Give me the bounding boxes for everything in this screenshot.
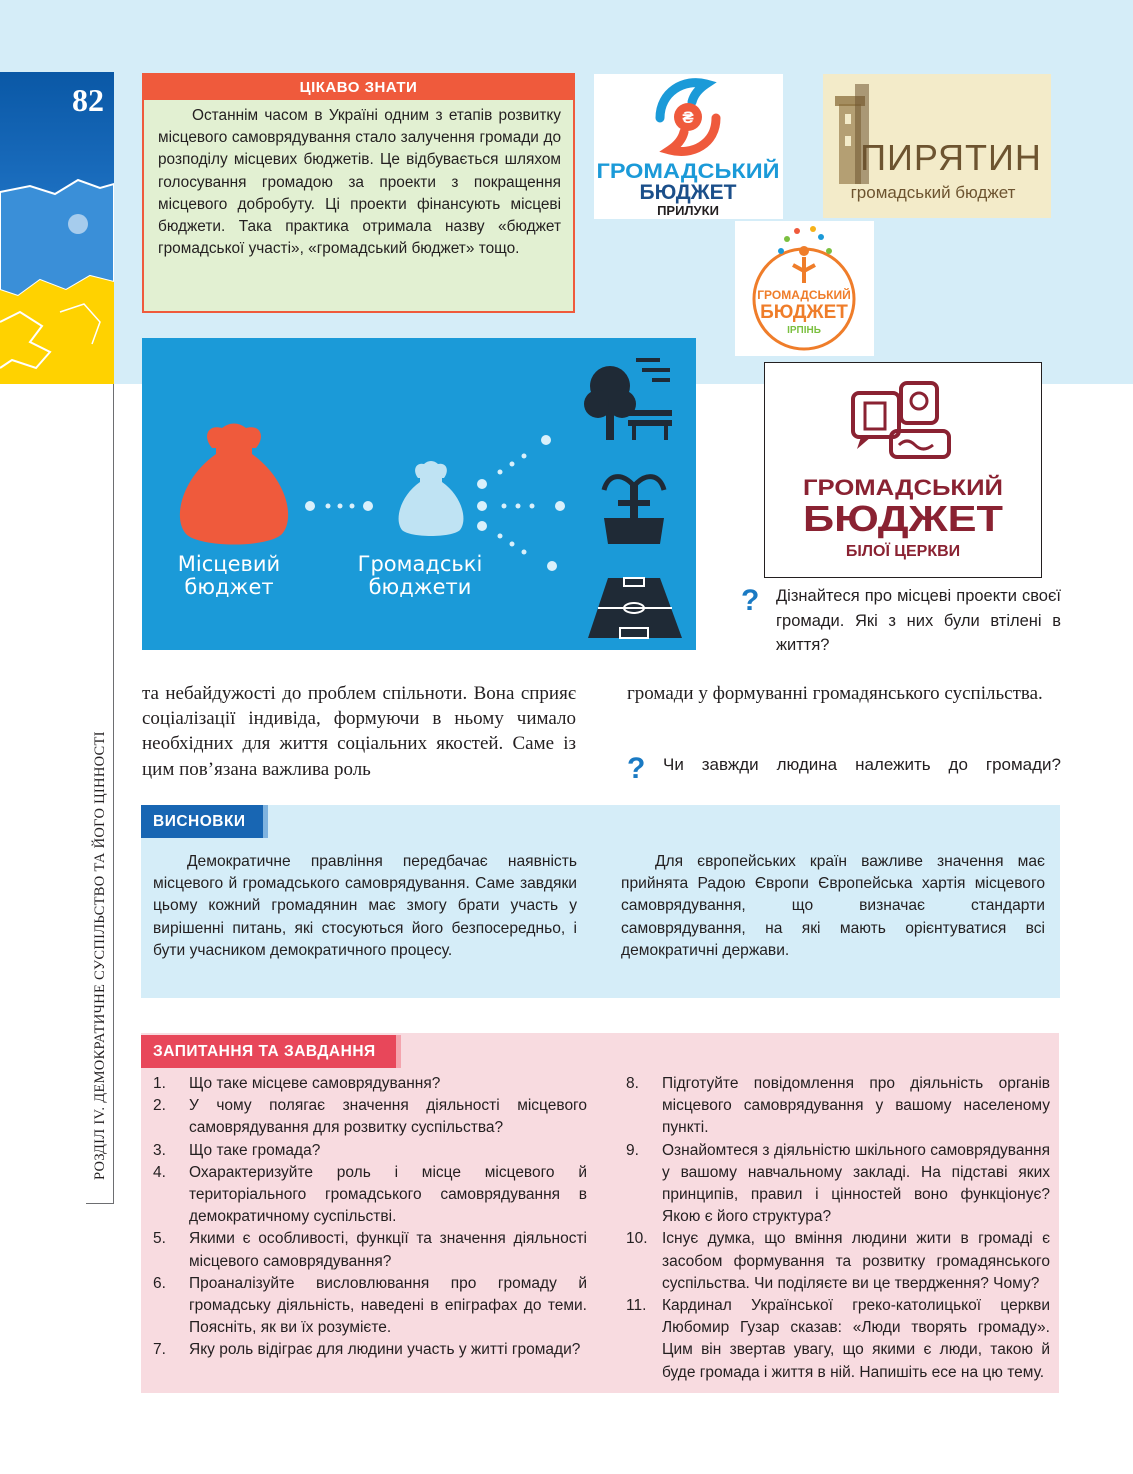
task-number: 3. [153, 1141, 166, 1159]
public-budgets-label-2: бюджети [368, 575, 472, 599]
logo-irpin-line3: ІРПІНЬ [787, 325, 821, 336]
questions-tasks-box [141, 1033, 1059, 1393]
task-number: 2. [153, 1097, 166, 1115]
task-item [153, 1095, 587, 1139]
task-text: Існує думка, що вміння людини жити в громаді є засобом формування та розвитку громадянського суспільства. Чи поділяєте ви це твердження? Чому? [662, 1230, 1050, 1292]
local-budget-label-1: Місцевий [177, 552, 281, 576]
task-item [626, 1228, 1050, 1295]
question-mark-icon: ? [627, 752, 646, 785]
side-rule-tick [86, 1203, 114, 1204]
conclusions-text-right: Для європейських країн важливе значення має прийнята Радою Європи Європейська хартія місцевого самоврядування, що визначає стандарти самоврядування, на які мають орієнтуватися всі демократичні держави. [621, 853, 1045, 959]
did-you-know-text: Останнім часом в Україні одним з етапів розвитку місцевого самоврядування стало залучення громади до розподілу місцевих бюджетів. Це відбувається шляхом голосування громадою за проекти з покращення місцевого добробуту. Ці проекти фінансують місцеві бюджети. Така практика отримала назву «бюджет громадської участі», «громадський бюджет» тощо. [158, 107, 561, 258]
conclusions-title: ВИСНОВКИ [141, 805, 263, 838]
logo-pryluky-line3: ПРИЛУКИ [657, 203, 719, 218]
task-item [626, 1295, 1050, 1384]
task-number: 5. [153, 1230, 166, 1248]
body-text-left: та небайдужості до проблем спільноти. Вона сприяє соціалізації індивіда, формуючи в ньому чимало необхідних для життя соціальних якостей. Саме із цим пов’язана важлива роль [142, 683, 576, 780]
task-text: Що таке місцеве самоврядування? [189, 1075, 441, 1092]
logo-irpin-line1: ГРОМАДСЬКИЙ [757, 288, 851, 302]
task-number: 4. [153, 1163, 166, 1181]
task-number: 10. [626, 1230, 648, 1248]
task-item [153, 1162, 587, 1229]
logo-bc-line1: ГРОМАДСЬКИЙ [803, 475, 1003, 500]
task-item [153, 1339, 587, 1361]
task-text: Проаналізуйте висловлювання про громаду й громадську діяльність, наведені в епіграфах до теми. Поясніть, як ви їх розумієте. [189, 1274, 587, 1337]
task-text: Якими є особливості, функції та значення діяльності місцевого самоврядування? [189, 1230, 587, 1270]
logo-pryluky-line1: ГРОМАДСЬКИЙ [596, 160, 761, 183]
task-list-right [626, 1073, 1050, 1384]
task-text: Підготуйте повідомлення про діяльність органів місцевого самоврядування у вашому населеному пункті. [662, 1075, 1050, 1137]
side-question-text: Дізнайтеся про місцеві проекти своєї громади. Які з них були втілені в життя? [776, 587, 1061, 654]
money-bag-large-icon [180, 424, 288, 545]
task-item [626, 1140, 1050, 1229]
logo-pyriatyn [823, 74, 1051, 218]
local-budget-label-2: бюджет [184, 575, 274, 599]
task-number: 9. [626, 1141, 639, 1159]
task-number: 6. [153, 1274, 166, 1292]
did-you-know-title: ЦІКАВО ЗНАТИ [144, 75, 573, 100]
task-text: Що таке громада? [189, 1141, 321, 1159]
task-number: 7. [153, 1341, 166, 1359]
community-question-text: Чи завжди людина належить до громади? [663, 755, 1061, 774]
conclusions-text-left: Демократичне правління передбачає наявність місцевого й громадського самоврядування. Саме завдяки цьому кожний громадянин має змогу брати участь у вирішенні питань, які стосуються його безпосередньо, і бути учасником демократичного процесу. [153, 853, 577, 959]
task-number: 11. [626, 1297, 647, 1315]
task-number: 1. [153, 1075, 166, 1092]
logo-irpin-line2: БЮДЖЕТ [760, 302, 848, 323]
question-mark-icon: ? [741, 584, 760, 617]
task-text: У чому полягає значення діяльності місцевого самоврядування для розвитку суспільства? [189, 1097, 587, 1137]
logo-bc-line3: БІЛОЇ ЦЕРКВИ [845, 543, 961, 560]
task-item [153, 1140, 587, 1162]
logo-bila-tserkva [764, 362, 1042, 578]
task-item [626, 1073, 1050, 1140]
speech-bubbles-icon [765, 363, 1041, 577]
task-number: 8. [626, 1075, 639, 1092]
task-text: Охарактеризуйте роль і місце місцевого й територіального громадського самоврядування в демократичному суспільстві. [189, 1163, 587, 1226]
task-item [153, 1228, 587, 1272]
body-text-right: громади у формуванні громадянського суспільства. [627, 683, 1043, 704]
logo-pyriatyn-line2: громадський бюджет [850, 183, 1016, 202]
questions-tasks-title: ЗАПИТАННЯ ТА ЗАВДАННЯ [141, 1035, 396, 1068]
logo-pryluky [594, 74, 783, 219]
section-caption: РОЗДІЛ IV. ДЕМОКРАТИЧНЕ СУСПІЛЬСТВО ТА ЙОГО ЦІННОСТІ [92, 731, 108, 1180]
task-text: Кардинал Української греко-католицької церкви Любомир Гузар сказав: «Люди творять громаду». Цим він звертав увагу, що якими є люди, такою й буде громада і життя в ній. Напишіть есе на цю тему. [662, 1297, 1050, 1381]
football-field-icon [588, 578, 682, 638]
public-budgets-label-1: Громадські [357, 552, 483, 576]
task-list-left [153, 1073, 587, 1362]
side-rule [113, 384, 114, 1204]
money-bag-small-icon [399, 461, 464, 536]
tree-bench-icon [584, 358, 672, 440]
ukraine-flag-map-icon [0, 172, 114, 384]
tree-person-icon [735, 221, 874, 356]
task-item [153, 1073, 587, 1095]
budget-infographic [142, 338, 696, 650]
logo-pryluky-line2: БЮДЖЕТ [639, 181, 737, 204]
page-number: 82 [72, 82, 104, 118]
task-item [153, 1273, 587, 1340]
logo-irpin [735, 221, 874, 356]
logo-bc-line2: БЮДЖЕТ [803, 498, 1004, 539]
conclusions-box [141, 805, 1060, 998]
tower-icon [823, 74, 1051, 218]
hands-coin-icon [594, 74, 783, 219]
task-text: Яку роль відіграє для людини участь у житті громади? [189, 1341, 581, 1359]
did-you-know-box [142, 73, 575, 313]
task-text: Ознайомтеся з діяльністю шкільного самоврядування у вашому навчальному закладі. На підставі яких принципів, правил і цінностей воно функціонує? Якою є його структура? [662, 1141, 1050, 1226]
svg-text:₴: ₴ [682, 108, 694, 127]
fountain-icon [604, 477, 664, 544]
corner-decoration [0, 72, 114, 384]
logo-pyriatyn-line1: ПИРЯТИН [860, 137, 1042, 178]
